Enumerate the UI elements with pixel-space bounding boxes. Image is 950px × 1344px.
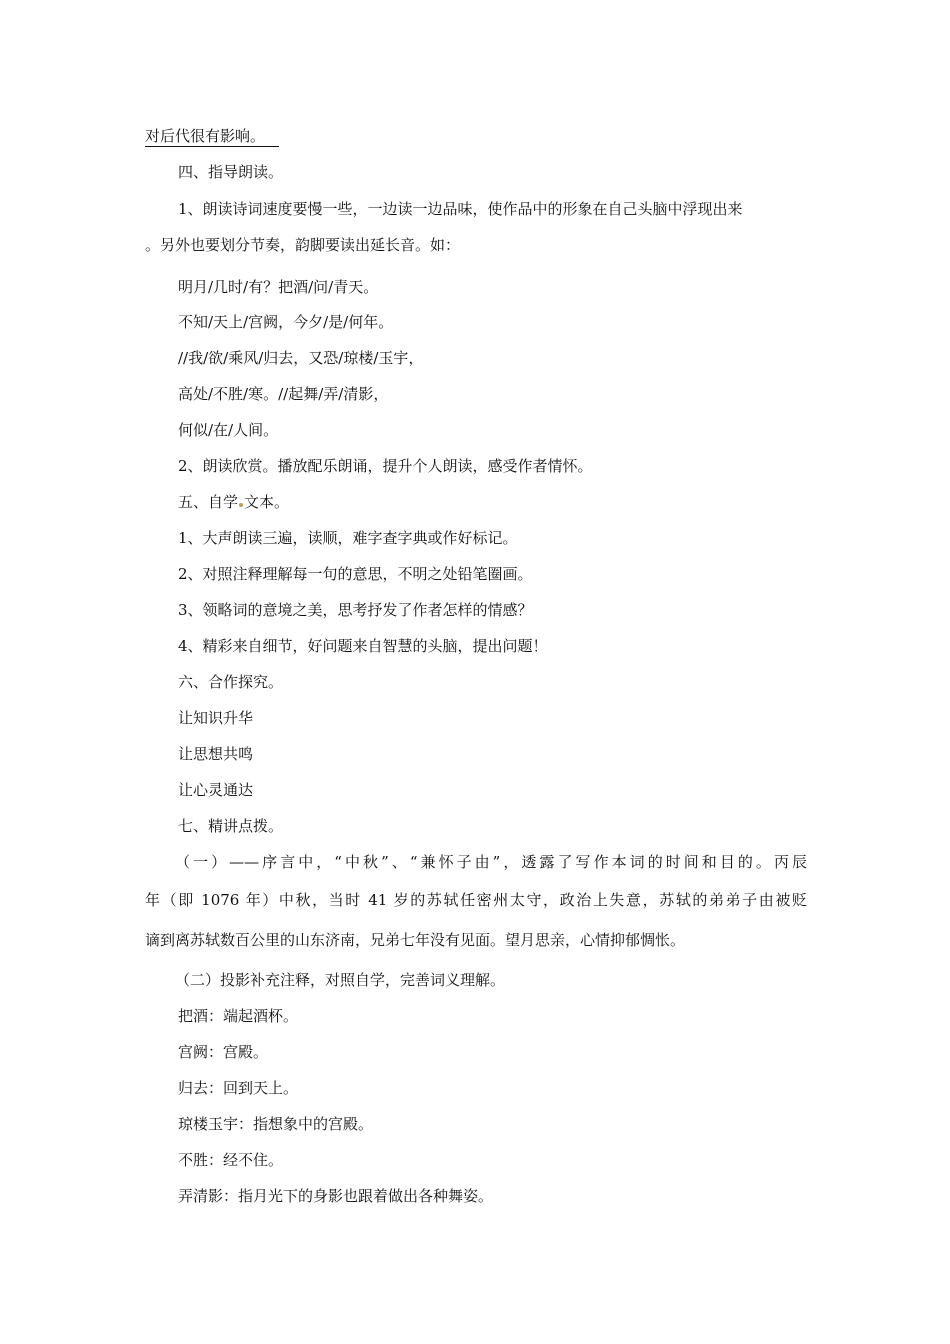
poem-line: 明月/几时/有？把酒/问/青天。 (178, 278, 379, 296)
heading-part: 五、自学 (178, 493, 239, 511)
gloss-line: 琼楼玉宇：指想象中的宫殿。 (178, 1115, 374, 1133)
section-heading (178, 492, 289, 512)
paragraph-line: 。另外也要划分节奏，韵脚要读出延长音。如： (145, 236, 461, 254)
section-heading: 四、指导朗读。 (178, 163, 284, 181)
gloss-line: 归去：回到天上。 (178, 1079, 299, 1097)
gloss-line: 把酒：端起酒杯。 (178, 1007, 299, 1025)
text-line: 让心灵通达 (178, 781, 254, 799)
gloss-line: 弄清影：指月光下的身影也跟着做出各种舞姿。 (178, 1187, 494, 1205)
underlined-text: 对后代很有影响。 (145, 127, 279, 147)
gloss-line: 宫阙：宫殿。 (178, 1043, 269, 1061)
poem-line: 高处/不胜/寒。//起舞/弄/清影， (178, 385, 389, 403)
list-item: 3、领略词的意境之美，思考抒发了作者怎样的情感？ (178, 601, 533, 619)
paragraph-line: 1、朗读诗词速度要慢一些，一边读一边品味，使作品中的形象在自己头脑中浮现出来 (178, 200, 743, 218)
section-heading: 六、合作探究。 (178, 673, 284, 691)
paragraph-line: （二）投影补充注释，对照自学，完善词义理解。 (175, 971, 506, 989)
poem-line: //我/欲/乘风/归去，又恐/琼楼/玉宇， (178, 349, 424, 367)
list-item: 2、对照注释理解每一句的意思，不明之处铅笔圈画。 (178, 565, 533, 583)
list-item: 4、精彩来自细节，好问题来自智慧的头脑，提出问题！ (178, 637, 548, 655)
list-item: 1、大声朗读三遍，读顺，难字查字典或作好标记。 (178, 529, 518, 547)
paragraph-line: （一）——序言中，“中秋”、“兼怀子由”，透露了写作本词的时间和目的。丙辰 (175, 853, 807, 871)
poem-line: 何似/在/人间。 (178, 421, 279, 439)
text-line (145, 126, 279, 146)
text-line: 让思想共鸣 (178, 745, 254, 763)
text-line: 让知识升华 (178, 709, 254, 727)
section-heading: 七、精讲点拨。 (178, 817, 284, 835)
poem-line: 不知/天上/宫阙，今夕/是/何年。 (178, 313, 394, 331)
paragraph-line: 谪到离苏轼数百公里的山东济南，兄弟七年没有见面。望月思亲，心情抑郁惆怅。 (145, 931, 686, 949)
heading-part: 文本。 (244, 493, 290, 511)
paragraph-line: 年（即 1076 年）中秋，当时 41 岁的苏轼任密州太守，政治上失意，苏轼的弟弟子由被贬 (145, 891, 807, 909)
paragraph-line: 2、朗读欣赏。播放配乐朗诵，提升个人朗读，感受作者情怀。 (178, 457, 593, 475)
gloss-line: 不胜：经不住。 (178, 1151, 284, 1169)
annotation-mark (239, 503, 243, 507)
